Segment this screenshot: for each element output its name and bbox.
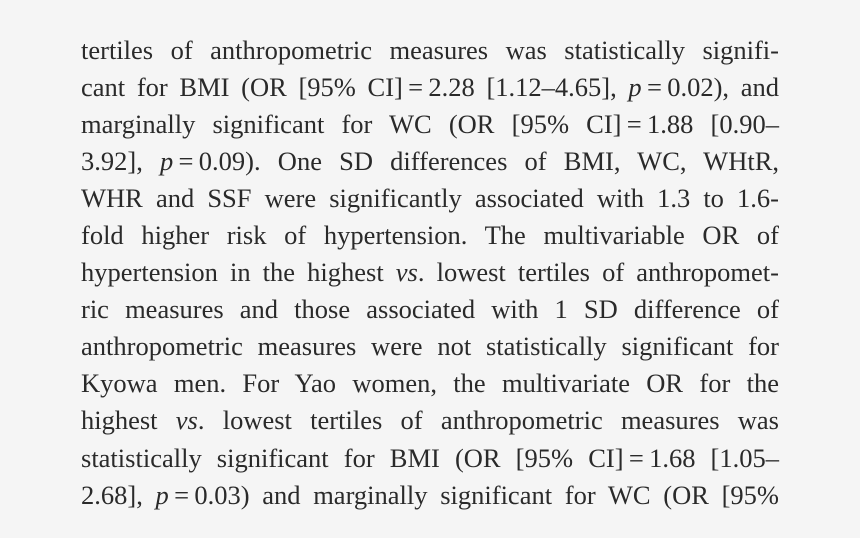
body-paragraph xyxy=(81,32,779,514)
text-segment: Kyowa men. For Yao women, the multivariate OR for the xyxy=(81,368,779,399)
text-segment: marginally significant for WC (OR [95% CI] = 1.88 [0.90– xyxy=(81,109,779,140)
text-segment: hypertension in the highest xyxy=(81,257,396,288)
text-segment: 2.68], xyxy=(81,479,156,510)
text-segment: 3.92], xyxy=(81,146,160,177)
text-line xyxy=(81,365,779,402)
text-segment: = 0.09). One SD differences of BMI, WC, WHtR, xyxy=(173,146,779,177)
text-line xyxy=(81,143,779,180)
italic-versus: vs xyxy=(175,405,198,436)
text-segment: = 0.03) and marginally significant for WC (OR [95% xyxy=(168,479,780,510)
text-segment: . lowest tertiles of anthropometric measures was xyxy=(197,405,779,436)
text-segment: anthropometric measures were not statistically significant for xyxy=(81,331,779,362)
text-line xyxy=(81,254,779,291)
italic-p-value-symbol: p xyxy=(160,146,174,177)
text-line xyxy=(81,32,779,69)
text-line xyxy=(81,291,779,328)
text-segment: cant for BMI (OR [95% CI] = 2.28 [1.12–4.65], xyxy=(81,72,629,103)
text-segment: tertiles of anthropometric measures was statistically signifi- xyxy=(81,35,779,65)
text-line xyxy=(81,106,779,143)
text-segment: highest xyxy=(81,405,176,436)
italic-versus: vs xyxy=(395,257,418,288)
text-line xyxy=(81,328,779,365)
text-line xyxy=(81,440,779,477)
text-segment: = 0.02), and xyxy=(641,72,779,103)
italic-p-value-symbol: p xyxy=(628,72,642,103)
text-segment: . lowest tertiles of anthropomet- xyxy=(417,257,779,288)
text-segment: WHR and SSF were significantly associated with 1.3 to 1.6- xyxy=(81,183,779,214)
text-line xyxy=(81,180,779,217)
text-line xyxy=(81,69,779,106)
text-line xyxy=(81,477,779,514)
text-segment: fold higher risk of hypertension. The multivariable OR of xyxy=(81,220,779,251)
text-line xyxy=(81,402,779,439)
text-segment: ric measures and those associated with 1 SD difference of xyxy=(81,294,779,325)
italic-p-value-symbol: p xyxy=(155,479,169,510)
text-line xyxy=(81,217,779,254)
text-segment: statistically significant for BMI (OR [95% CI] = 1.68 [1.05– xyxy=(81,442,779,473)
